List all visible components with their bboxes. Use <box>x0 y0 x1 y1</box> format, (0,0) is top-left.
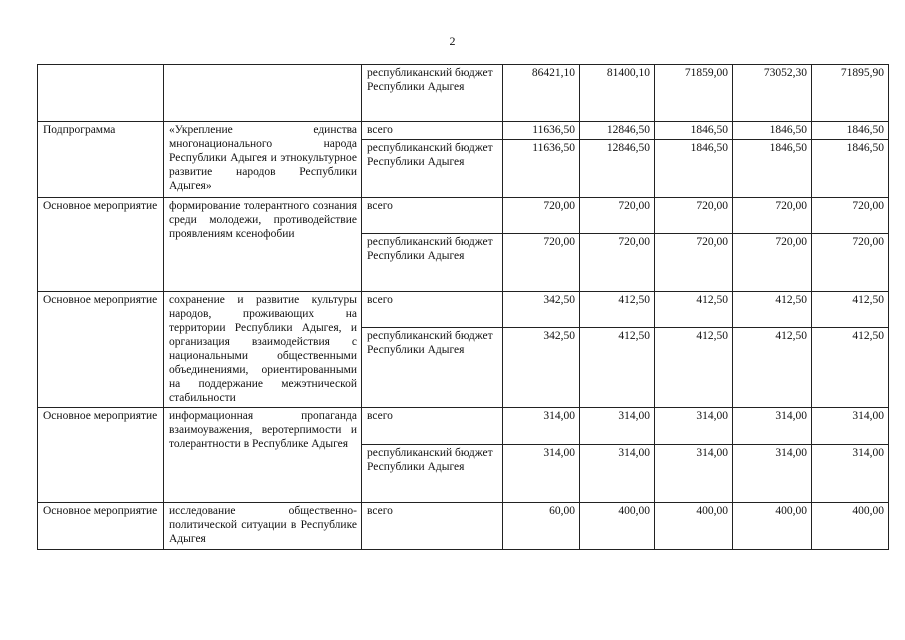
amount-cell: 412,50 <box>655 328 733 408</box>
funding-source: республиканский бюджет Республики Адыгея <box>362 234 503 292</box>
amount-cell: 412,50 <box>580 328 655 408</box>
amount-cell: 400,00 <box>733 503 812 550</box>
row-description <box>164 65 362 122</box>
table-row <box>38 503 889 550</box>
row-label: Основное мероприятие <box>38 292 164 408</box>
amount-cell: 342,50 <box>503 292 580 328</box>
amount-cell: 720,00 <box>733 234 812 292</box>
funding-source: республиканский бюджет Республики Адыгея <box>362 140 503 198</box>
amount-cell: 720,00 <box>812 198 889 234</box>
amount-cell: 314,00 <box>733 408 812 445</box>
amount-cell: 1846,50 <box>812 122 889 140</box>
amount-cell: 1846,50 <box>733 122 812 140</box>
funding-source: республиканский бюджет Республики Адыгея <box>362 445 503 503</box>
row-label <box>38 65 164 122</box>
amount-cell: 400,00 <box>812 503 889 550</box>
amount-cell: 81400,10 <box>580 65 655 122</box>
amount-cell: 412,50 <box>655 292 733 328</box>
amount-cell: 400,00 <box>655 503 733 550</box>
amount-cell: 71859,00 <box>655 65 733 122</box>
table-row <box>38 292 889 328</box>
amount-cell: 412,50 <box>733 292 812 328</box>
amount-cell: 400,00 <box>580 503 655 550</box>
row-label: Основное мероприятие <box>38 503 164 550</box>
funding-source: республиканский бюджет Республики Адыгея <box>362 65 503 122</box>
amount-cell: 720,00 <box>580 198 655 234</box>
amount-cell: 412,50 <box>733 328 812 408</box>
amount-cell: 412,50 <box>812 328 889 408</box>
amount-cell: 412,50 <box>812 292 889 328</box>
funding-source: республиканский бюджет Республики Адыгея <box>362 328 503 408</box>
page-number: 2 <box>449 34 456 48</box>
amount-cell: 720,00 <box>812 234 889 292</box>
row-description: формирование толерантного сознания среди молодежи, противодействие проявлениям ксенофобии <box>164 198 362 292</box>
amount-cell: 1846,50 <box>655 122 733 140</box>
amount-cell: 1846,50 <box>812 140 889 198</box>
row-label: Основное мероприятие <box>38 408 164 503</box>
row-description: информационная пропаганда взаимоуважения, веротерпимости и толерантности в Республике Адыгея <box>164 408 362 503</box>
amount-cell: 720,00 <box>655 234 733 292</box>
amount-cell: 314,00 <box>733 445 812 503</box>
amount-cell: 342,50 <box>503 328 580 408</box>
budget-table <box>37 64 889 550</box>
amount-cell: 314,00 <box>503 445 580 503</box>
amount-cell: 720,00 <box>580 234 655 292</box>
amount-cell: 314,00 <box>655 408 733 445</box>
table-row <box>38 198 889 234</box>
amount-cell: 12846,50 <box>580 122 655 140</box>
amount-cell: 720,00 <box>655 198 733 234</box>
amount-cell: 720,00 <box>733 198 812 234</box>
row-description: исследование общественно-политической ситуации в Республике Адыгея <box>164 503 362 550</box>
amount-cell: 314,00 <box>580 408 655 445</box>
table-body <box>38 65 889 550</box>
row-label: Подпрограмма <box>38 122 164 198</box>
funding-source: всего <box>362 122 503 140</box>
amount-cell: 314,00 <box>503 408 580 445</box>
row-description: «Укрепление единства многонационального народа Республики Адыгея и этнокультурное развитие народов Республики Адыгея» <box>164 122 362 198</box>
amount-cell: 73052,30 <box>733 65 812 122</box>
amount-cell: 71895,90 <box>812 65 889 122</box>
table-row <box>38 408 889 445</box>
table-row <box>38 65 889 122</box>
amount-cell: 1846,50 <box>733 140 812 198</box>
amount-cell: 314,00 <box>580 445 655 503</box>
amount-cell: 314,00 <box>812 445 889 503</box>
amount-cell: 11636,50 <box>503 140 580 198</box>
amount-cell: 60,00 <box>503 503 580 550</box>
amount-cell: 1846,50 <box>655 140 733 198</box>
amount-cell: 86421,10 <box>503 65 580 122</box>
amount-cell: 720,00 <box>503 234 580 292</box>
amount-cell: 314,00 <box>655 445 733 503</box>
amount-cell: 412,50 <box>580 292 655 328</box>
funding-source: всего <box>362 408 503 445</box>
funding-source: всего <box>362 503 503 550</box>
amount-cell: 11636,50 <box>503 122 580 140</box>
funding-source: всего <box>362 198 503 234</box>
table-row <box>38 122 889 140</box>
row-label: Основное мероприятие <box>38 198 164 292</box>
funding-source: всего <box>362 292 503 328</box>
amount-cell: 314,00 <box>812 408 889 445</box>
amount-cell: 720,00 <box>503 198 580 234</box>
row-description: сохранение и развитие культуры народов, проживающих на территории Республики Адыгея, и организация взаимодействия с национальными общественными объединениями, ориентированными на поддержание межэтнической стабильности <box>164 292 362 408</box>
amount-cell: 12846,50 <box>580 140 655 198</box>
